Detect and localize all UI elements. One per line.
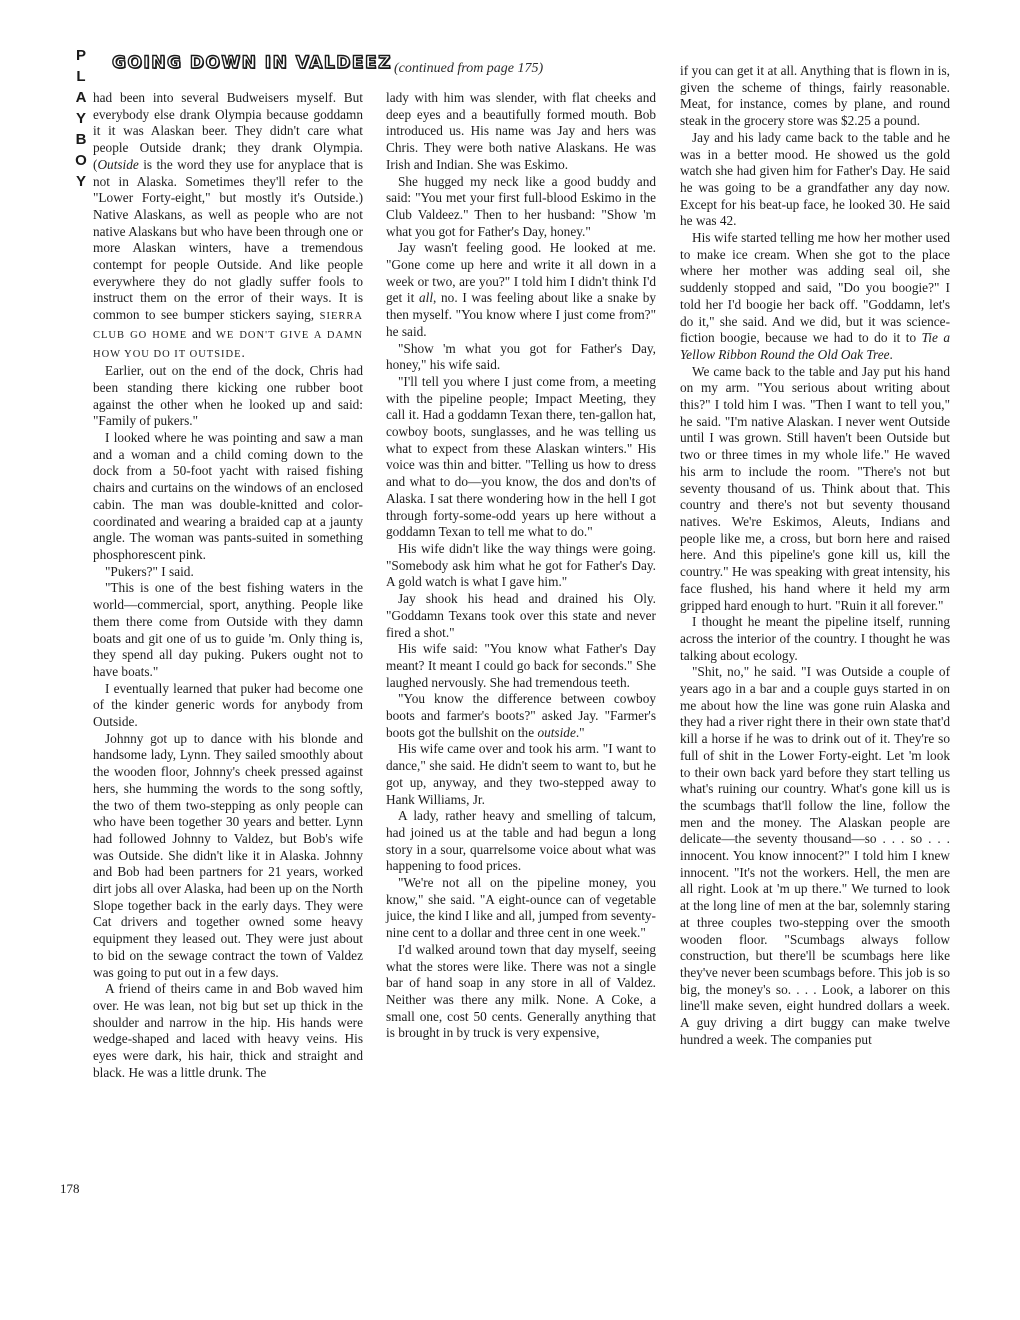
text-run: .: [241, 344, 245, 360]
paragraph: "We're not all on the pipeline money, you know," she said. "A eight-ounce can of vegetable juice, the kind I like and all, jumped from seventy-nine cent to a dollar and three cent in one week.": [386, 875, 656, 941]
paragraph: I looked where he was pointing and saw a man and a woman and a child coming down to the dock from a 50-foot yacht with raised fishing chairs and curtains on the windows of an enclosed cabin. The man was double-knitted and color-coordinated and wearing a braided cap at a jaunty angle. The woman was pants-suited in something phosphorescent pink.: [93, 430, 363, 562]
paragraph: I eventually learned that puker had become one of the kinder generic words for anybody from Outside.: [93, 680, 363, 730]
italic-text: all: [418, 290, 434, 306]
paragraph: "Show 'm what you got for Father's Day, honey," his wife said.: [386, 340, 656, 373]
paragraph: His wife came over and took his arm. "I want to dance," she said. He didn't seem to want to, but he got up, anyway, and they two-stepped away to Hank Williams, Jr.: [386, 741, 656, 807]
paragraph: "I'll tell you where I just come from, a meeting with the pipeline people; Impact Meeting, they call it. Had a goddamn Texan there, ten-gallon hat, cowboy boots, sunglasses, and he was telling us what to expect from these Alaskan winters." His voice was thin and bitter. "Telling us how to dress and what to do—you know, the dos and don'ts of Alaska. I sat there wondering how in the hell I got through forty-some-odd years up here without a goddamn Texan to tell me what to do.": [386, 373, 656, 540]
text-column-3: [680, 63, 950, 1048]
text-column-2: [386, 90, 656, 1042]
paragraph: "This is one of the best fishing waters in the world—commercial, sport, anything. People like them there come from Outside with they damn boats and git one of us to guide 'm. Only thing is, they spend all day puking. Pukers ought not to have boats.": [93, 580, 363, 679]
page-number: 178: [60, 1181, 80, 1196]
bumper-sticker-text: SIERRA CLUB GO HOME: [93, 311, 363, 341]
italic-text: Tie a Yellow Ribbon Round the Old Oak Tree: [680, 330, 951, 362]
continued-note: (continued from page 175): [394, 61, 544, 76]
paragraph: She hugged my neck like a good buddy and said: "You met your first full-blood Eskimo in the Club Valdeez." Then to her husband: "Show 'm what you got for Father's Day, honey.": [386, 173, 656, 239]
paragraph: His wife didn't like the way things were going. "Somebody ask him what he got for Father's Day. A gold watch is what I gave him.": [386, 540, 656, 590]
text-run: is the word they use for anyplace that is not in Alaska. Sometimes they'll refer to the "Lower Forty-eight," but mostly it's Outside.) Native Alaskans, as well as people who are not native Alaskans but who have been through one or more Alaskan winters, have a tremendous contempt for people Outside. And like people everywhere they do not gladly suffer fools to instruct them on the error of their ways. It is common to see bumper stickers saying,: [93, 156, 363, 323]
paragraph: lady with him was slender, with flat cheeks and deep eyes and a beautifully formed mouth. Bob introduced us. His name was Jay and hers was Chris. They were both native Alaskans. He was Irish and Indian. She was Eskimo.: [386, 90, 656, 172]
paragraph: "Shit, no," he said. "I was Outside a couple of years ago in a bar and a couple guys started in on me about how the line was gone ruin Alaska and they had a river right there in their own state that'd kill a horse if he was to drink out of it. They're so full of shit in the Lower Forty-eight. Let 'm look to their own back yard before they start telling us what's ruining our country. What's gone kill us is the scumbags that'll follow the line, follow the men and the money. The Alaskan people are delicate—the seventy thousand—so . . . so . . . innocent. You know innocent?" I told him I knew innocent. "It's not the workers. Hell, the men are all right. Look at 'm up there." We turned to look at the long line of men at the bar, solemnly staring at three couples two-stepping over the smooth wooden floor. "Scumbags always follow construction, but there'll be scumbags here like they've never been scumbags before. This job is so big, the money's so. . . . Look, a laborer on this line'll make seven, eight hundred dollars a week. A guy driving a dirt buggy can make twelve hundred a week. The companies put: [680, 664, 950, 1047]
magazine-name-vertical: [69, 48, 93, 195]
paragraph: [386, 240, 656, 340]
paragraph: if you can get it at all. Anything that is flown in is, given the scheme of things, fairly reasonable. Meat, for instance, comes by plane, and round steak in the grocery store was $2.25 a pound.: [680, 63, 950, 129]
paragraph: Jay shook his head and drained his Oly. "Goddamn Texans took over this state and never fired a shot.": [386, 591, 656, 640]
magazine-letter: B: [75, 131, 87, 148]
paragraph: A friend of theirs came in and Bob waved him over. He was lean, not big but set up thick in the shoulder and narrow in the hip. His hands were wedge-shaped and laced with heavy veins. His eyes were dark, his hair, thick and straight and black. He was a little drunk. The: [93, 981, 363, 1080]
text-run: Jay wasn't feeling good. He looked at me. "Gone come up here and write it all down in a week or two, are you?" I told him I didn't think I'd get it: [386, 240, 656, 306]
paragraph: I thought he meant the pipeline itself, running across the interior of the country. I thought he was talking about ecology.: [680, 614, 950, 663]
bumper-sticker-text: WE DON'T GIVE A DAMN HOW YOU DO IT OUTSIDE: [93, 329, 363, 360]
text-run: and: [187, 325, 216, 341]
paragraph: We came back to the table and Jay put his hand on my arm. "You serious about writing about this?" I told him I was. "Then I want to tell you," he said. "I'm native Alaskan. I never went Outside until I was grown. Still haven't been Outside but two or three times in my whole life." He waved his arm to include the room. "There's not but seventy thousand of us. Think about that. This country and there's not but seventy thousand natives. We're Eskimos, Aleuts, Indians and people like me, a cross, but born here and raised here. And this pipeline's gone kill us, kill the country." He was speaking with great intensity, his face flushed, his hand where it held my arm gripped hard enough to hurt. "Ruin it all forever.": [680, 363, 950, 613]
article-title: GOING DOWN IN VALDEEZ: [112, 53, 392, 73]
italic-text: outside: [537, 724, 576, 740]
paragraph: His wife said: "You know what Father's Day meant? It meant I could go back for seconds." She laughed nervously. She had tremendous teeth.: [386, 641, 656, 690]
paragraph: Earlier, out on the end of the dock, Chris had been standing there kicking one rubber boot against the other when he looked up and said: "Family of pukers.": [93, 363, 363, 429]
text-run: , no. I was feeling about like a snake by then myself. "You know where I just come from?" he said.: [386, 290, 656, 339]
italic-text: Outside: [97, 156, 139, 172]
magazine-letter: A: [75, 89, 87, 106]
magazine-letter: L: [76, 68, 86, 85]
paragraph: [680, 230, 950, 364]
paragraph: Johnny got up to dance with his blonde and handsome lady, Lynn. They sailed smoothly about the wooden floor, Johnny's cheek pressed against hers, she humming the words to the song softly, the two of them two-stepping as only people can who have been together 30 years and better. Lynn had followed Johnny to Valdez, but Bob's wife was Outside. She didn't like it in Alaska. Johnny and Bob had been partners for 21 years, worked dirt jobs all over Alaska, had been up on the North Slope together back in the early days. They were Cat drivers and together owned some heavy equipment they leased out. They were just about to bid on the sewage contract the town of Valdez was going to put out in a few days.: [93, 730, 363, 980]
magazine-letter: P: [75, 47, 86, 64]
magazine-letter: Y: [75, 173, 86, 190]
text-run: .": [575, 724, 585, 740]
paragraph: I'd walked around town that day myself, seeing what the stores were like. There was not a single bar of hand soap in any store in all of Valdez. Neither was there any milk. None. A Coke, a small one, cost 50 cents. Generally anything that is brought in by truck is very expensive,: [386, 941, 656, 1041]
paragraph: [386, 691, 656, 741]
text-run: .: [889, 346, 893, 362]
magazine-letter: Y: [75, 110, 86, 127]
text-run: had been into several Budweisers myself. But everybody else drank Olympia because goddamn it it was Alaskan beer. They didn't care what people Outside drank; they drank Olympia. (: [93, 90, 363, 172]
paragraph: [93, 90, 363, 363]
text-run: "You know the difference between cowboy boots and farmer's boots?" asked Jay. "Farmer's boots got the bullshit on the: [386, 691, 656, 740]
paragraph: "Pukers?" I said.: [105, 563, 194, 579]
magazine-letter: O: [75, 152, 87, 169]
text-run: His wife started telling me how her mother used to make ice cream. When she got to the place where her mother was adding seal oil, she suddenly stopped and said, "Do you boogie?" I told her I'd boogie her back off. "Goddamn, let's do it," she said. And we did, but it was science-fiction boogie, because we had to do it to: [680, 230, 950, 346]
paragraph: Jay and his lady came back to the table and he was in a better mood. He showed us the gold watch she had given him for Father's Day. He said he was going to be a grandfather any day now. Except for his beat-up face, he looked 30. He said he was 42.: [680, 129, 950, 229]
paragraph: A lady, rather heavy and smelling of talcum, had joined us at the table and had begun a long story in a sour, quarrelsome voice about what was happening to food prices.: [386, 808, 656, 874]
text-column-1: [93, 90, 363, 1081]
